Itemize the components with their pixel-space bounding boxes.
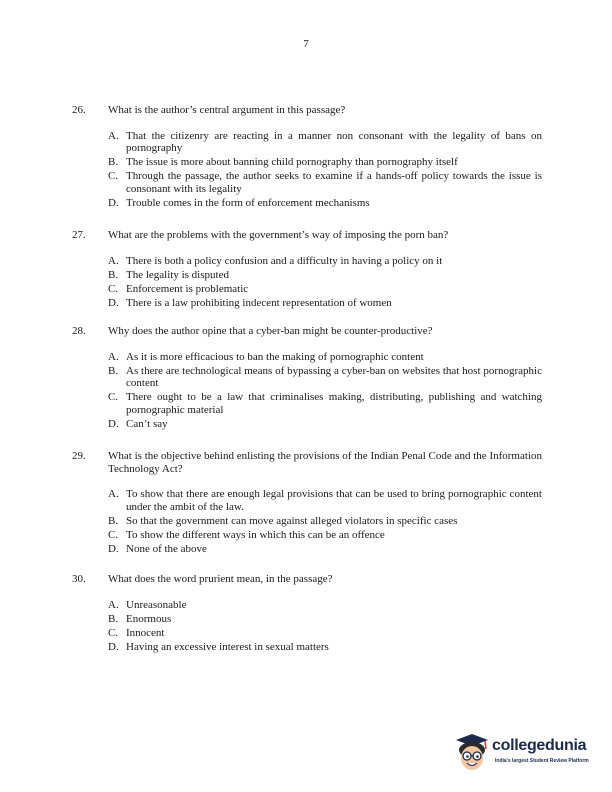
option-letter: A.: [108, 350, 119, 363]
logo-tagline: India's largest Student Review Platform: [495, 758, 589, 764]
option-text: As there are technological means of bypassing a cyber-ban on websites that host pornographic content: [126, 364, 542, 389]
option-c: [108, 283, 542, 296]
question-number: 30.: [72, 573, 86, 585]
question-29: [72, 450, 542, 557]
question-text: What does the word prurient mean, in the passage?: [108, 573, 333, 585]
option-d: [108, 418, 542, 431]
option-text: Enforcement is problematic: [126, 282, 249, 295]
option-letter: D.: [108, 296, 119, 309]
option-c: [108, 170, 542, 195]
option-list: [108, 130, 542, 210]
option-text: There is a law prohibiting indecent representation of women: [126, 296, 392, 309]
option-b: [108, 156, 542, 169]
mascot-icon: [452, 731, 492, 777]
option-d: [108, 543, 542, 556]
option-text: Enormous: [126, 612, 172, 625]
option-list: [108, 351, 542, 431]
option-text: As it is more efficacious to ban the making of pornographic content: [126, 350, 424, 363]
option-text: To show the different ways in which this can be an offence: [126, 528, 385, 541]
option-letter: D.: [108, 640, 119, 653]
option-c: [108, 529, 542, 542]
question-28: [72, 325, 542, 432]
option-text: Trouble comes in the form of enforcement mechanisms: [126, 196, 370, 209]
option-letter: B.: [108, 514, 119, 527]
question-27: [72, 229, 542, 311]
option-list: [108, 255, 542, 310]
option-letter: B.: [108, 612, 119, 625]
option-text: That the citizenry are reacting in a manner non consonant with the legality of bans on pornography: [126, 129, 542, 154]
page-number: 7: [303, 38, 309, 50]
option-text: Innocent: [126, 626, 165, 639]
option-a: [108, 351, 542, 364]
option-text: Can’t say: [126, 417, 168, 430]
option-letter: D.: [108, 196, 119, 209]
question-number: 26.: [72, 104, 86, 116]
option-text: Unreasonable: [126, 598, 187, 611]
option-a: [108, 488, 542, 513]
option-a: [108, 599, 542, 612]
option-b: [108, 269, 542, 282]
option-d: [108, 641, 542, 654]
option-letter: A.: [108, 598, 119, 611]
question-number: 29.: [72, 450, 86, 462]
option-letter: C.: [108, 170, 119, 182]
option-text: The issue is more about banning child pornography than pornography itself: [126, 156, 458, 168]
question-number: 28.: [72, 325, 86, 337]
option-letter: D.: [108, 542, 119, 555]
option-a: [108, 255, 542, 268]
option-text: Through the passage, the author seeks to examine if a hands-off policy towards the issue is consonant with its legality: [126, 170, 542, 195]
option-letter: D.: [108, 417, 119, 430]
option-text: The legality is disputed: [126, 268, 229, 281]
option-b: [108, 613, 542, 626]
question-30: [72, 573, 542, 655]
question-26: [72, 104, 542, 211]
option-letter: A.: [108, 129, 119, 142]
question-text: What is the objective behind enlisting the provisions of the Indian Penal Code and the Information Technology Act?: [108, 450, 542, 475]
option-list: [108, 488, 542, 555]
option-letter: B.: [108, 156, 119, 168]
question-text: Why does the author opine that a cyber-ban might be counter-productive?: [108, 325, 433, 337]
question-number: 27.: [72, 229, 86, 241]
option-c: [108, 391, 542, 416]
option-letter: C.: [108, 282, 119, 295]
option-letter: C.: [108, 626, 119, 639]
option-d: [108, 197, 542, 210]
option-text: So that the government can move against alleged violators in specific cases: [126, 514, 458, 527]
option-letter: A.: [108, 488, 119, 500]
option-d: [108, 297, 542, 310]
option-text: To show that there are enough legal provisions that can be used to bring pornographic content under the ambit of the law.: [126, 488, 542, 513]
option-text: None of the above: [126, 542, 207, 555]
option-letter: C.: [108, 391, 119, 403]
option-b: [108, 515, 542, 528]
collegedunia-logo: [452, 731, 602, 777]
option-a: [108, 130, 542, 155]
option-letter: A.: [108, 254, 119, 267]
question-text: What are the problems with the government’s way of imposing the porn ban?: [108, 229, 449, 241]
option-letter: B.: [108, 268, 119, 281]
option-letter: B.: [108, 364, 119, 377]
option-list: [108, 599, 542, 654]
option-c: [108, 627, 542, 640]
option-text: Having an excessive interest in sexual matters: [126, 640, 329, 653]
question-text: What is the author’s central argument in this passage?: [108, 104, 346, 116]
option-b: [108, 365, 542, 390]
option-text: There is both a policy confusion and a difficulty in having a policy on it: [126, 254, 443, 267]
option-text: There ought to be a law that criminalises making, distributing, publishing and watching pornographic material: [126, 391, 542, 416]
logo-wordmark: collegedunia: [492, 737, 587, 754]
option-letter: C.: [108, 528, 119, 541]
